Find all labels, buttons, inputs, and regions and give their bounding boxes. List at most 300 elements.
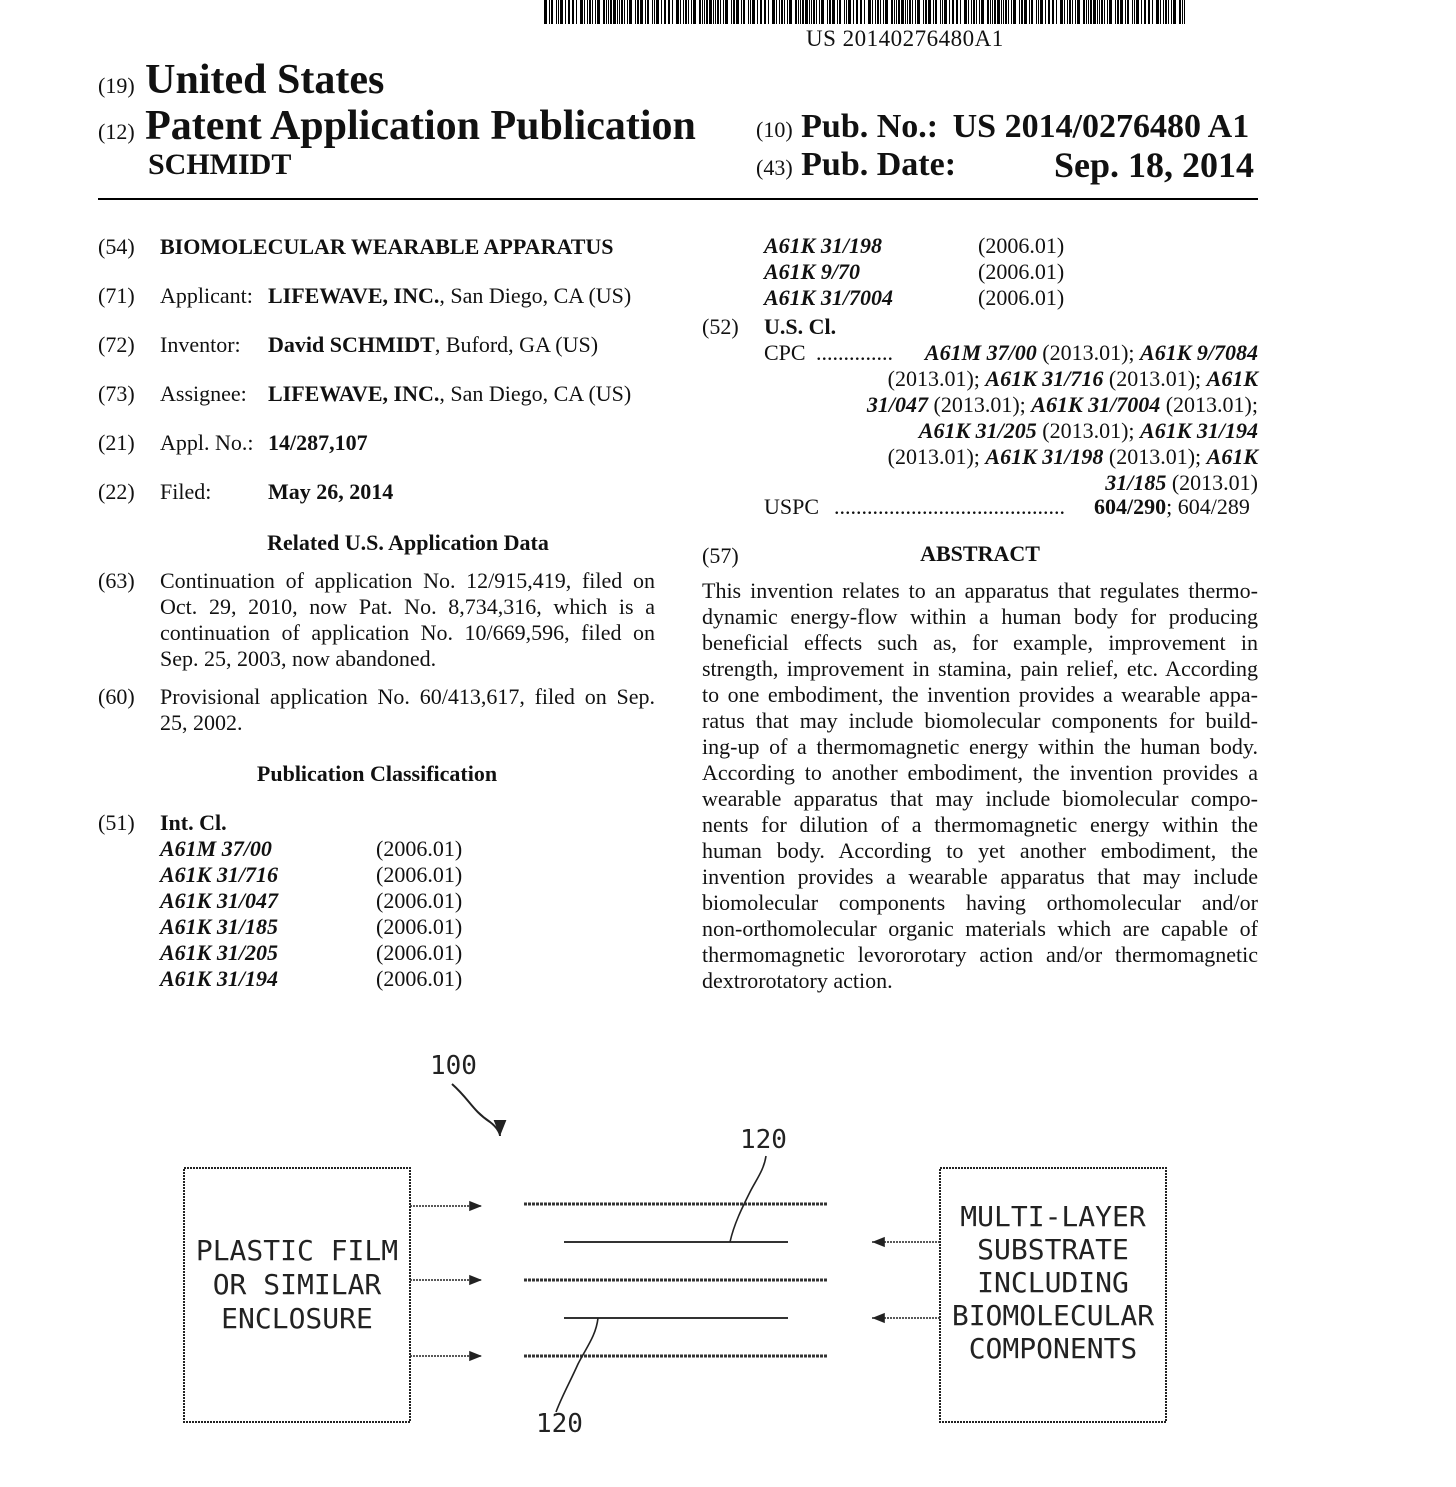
filed-value: May 26, 2014 bbox=[268, 479, 394, 504]
barcode-bar bbox=[556, 0, 557, 24]
barcode-bar bbox=[976, 0, 977, 24]
barcode-bar bbox=[891, 0, 893, 24]
filed-label: Filed: bbox=[160, 479, 212, 504]
cpc-symbol: A61K 9/7084 bbox=[1140, 340, 1258, 365]
cpc-version: (2013.01); bbox=[1036, 340, 1141, 365]
barcode-bar bbox=[1152, 0, 1153, 24]
barcode-bar bbox=[680, 0, 681, 24]
barcode-bar bbox=[944, 0, 947, 24]
classification-symbol: A61K 31/047 bbox=[160, 888, 278, 913]
barcode-bar bbox=[597, 0, 600, 24]
barcode-bar bbox=[1003, 0, 1004, 24]
cpc-version: (2013.01); bbox=[1036, 418, 1141, 443]
barcode-bar bbox=[764, 0, 766, 24]
continuation-line: continuation of application No. 10/669,596, filed on bbox=[160, 620, 655, 645]
barcode-bar bbox=[935, 0, 937, 24]
barcode-bar bbox=[923, 0, 924, 24]
country-code: (19) bbox=[98, 73, 135, 98]
publication-date bbox=[756, 146, 956, 184]
barcode-bar bbox=[685, 0, 687, 24]
cpc-symbol: 31/185 bbox=[1105, 470, 1167, 495]
barcode-bar bbox=[933, 0, 934, 24]
barcode-bar bbox=[613, 0, 616, 24]
barcode-bar bbox=[723, 0, 724, 24]
barcode-bar bbox=[846, 0, 847, 24]
barcode-bar bbox=[829, 0, 831, 24]
barcode-bar bbox=[905, 0, 906, 24]
type-code: (12) bbox=[98, 119, 135, 144]
abstract-line: non-orthomolecular organic materials which are capable of bbox=[702, 916, 1258, 941]
barcode-bar bbox=[973, 0, 975, 24]
barcode-bar bbox=[733, 0, 735, 24]
classification-version: (2006.01) bbox=[376, 836, 463, 861]
barcode-bar bbox=[580, 0, 583, 24]
applicant-label: Applicant: bbox=[160, 283, 253, 308]
barcode-bar bbox=[704, 0, 705, 24]
classification-version: (2006.01) bbox=[978, 233, 1065, 258]
barcode-bar bbox=[683, 0, 684, 24]
barcode-bar bbox=[661, 0, 662, 24]
barcode-bar bbox=[748, 0, 749, 24]
barcode-bar bbox=[572, 0, 574, 24]
barcode-bar bbox=[1031, 0, 1033, 24]
barcode-bar bbox=[928, 0, 931, 24]
abstract-line: invention provides a wearable apparatus that may include bbox=[702, 864, 1258, 889]
barcode-bar bbox=[1173, 0, 1176, 24]
barcode-bar bbox=[877, 0, 879, 24]
barcode-bar bbox=[994, 0, 996, 24]
barcode-bar bbox=[752, 0, 755, 24]
barcode-bar bbox=[743, 0, 745, 24]
reference-120-leader bbox=[556, 1318, 598, 1412]
barcode-bar bbox=[819, 0, 820, 24]
title-code: (54) bbox=[98, 234, 135, 259]
cpc-classifications bbox=[830, 340, 1258, 496]
assignee-label: Assignee: bbox=[160, 381, 247, 406]
barcode-bar bbox=[839, 0, 841, 24]
pub-no-code: (10) bbox=[756, 117, 793, 142]
continuation-line: Continuation of application No. 12/915,419, filed on bbox=[160, 568, 655, 593]
barcode-bar bbox=[1184, 0, 1185, 24]
cpc-dots: .............. bbox=[816, 340, 893, 365]
pub-date-value: Sep. 18, 2014 bbox=[1054, 145, 1255, 185]
barcode-bar bbox=[1127, 0, 1129, 24]
appl-no-code: (21) bbox=[98, 430, 135, 455]
cpc-symbol: A61K 31/7004 bbox=[1031, 392, 1161, 417]
barcode-bar bbox=[925, 0, 927, 24]
abstract-line: to one embodiment, the invention provides a wearable appa- bbox=[702, 682, 1258, 707]
barcode-bar bbox=[1008, 0, 1009, 24]
inventor-location: , Buford, GA (US) bbox=[434, 332, 599, 357]
barcode-bar bbox=[813, 0, 815, 24]
pub-no-label: Pub. No.: bbox=[801, 108, 939, 145]
barcode-bar bbox=[1179, 0, 1181, 24]
reference-120-leader bbox=[730, 1156, 766, 1242]
cpc-version: (2013.01); bbox=[887, 444, 986, 469]
barcode-bar bbox=[741, 0, 742, 24]
barcode-bar bbox=[637, 0, 639, 24]
figure-drawing bbox=[0, 1030, 1456, 1450]
cpc-symbol: A61K 31/198 bbox=[985, 444, 1104, 469]
barcode-bar bbox=[1083, 0, 1085, 24]
barcode-bar bbox=[736, 0, 739, 24]
barcode-bar bbox=[702, 0, 703, 24]
abstract-text bbox=[702, 578, 1258, 994]
abstract-heading: ABSTRACT bbox=[920, 541, 1040, 566]
classification-version: (2006.01) bbox=[376, 888, 463, 913]
substrate-box-label bbox=[952, 1200, 1154, 1365]
classification-version: (2006.01) bbox=[978, 285, 1065, 310]
barcode-bar bbox=[731, 0, 732, 24]
barcode-bar bbox=[1101, 0, 1103, 24]
barcode-bar bbox=[1097, 0, 1098, 24]
pub-no-value: US 2014/0276480 A1 bbox=[952, 108, 1250, 145]
barcode-bar bbox=[645, 0, 646, 24]
barcode-bar bbox=[610, 0, 612, 24]
barcode-bar bbox=[1005, 0, 1007, 24]
barcode-bar bbox=[1088, 0, 1089, 24]
barcode-bar bbox=[987, 0, 989, 24]
barcode-bar bbox=[619, 0, 620, 24]
box-label-line: INCLUDING bbox=[977, 1266, 1129, 1299]
cpc-label: CPC bbox=[764, 340, 806, 365]
barcode-bar bbox=[584, 0, 585, 24]
barcode-bar bbox=[1093, 0, 1096, 24]
int-cl-list bbox=[160, 836, 500, 996]
uspc-value bbox=[1094, 494, 1250, 520]
classification-symbol: A61M 37/00 bbox=[160, 836, 272, 861]
barcode-bar bbox=[720, 0, 721, 24]
barcode-bar bbox=[956, 0, 958, 24]
barcode-bar bbox=[635, 0, 636, 24]
box-label-line: COMPONENTS bbox=[968, 1332, 1138, 1365]
barcode-bar bbox=[1141, 0, 1142, 24]
cpc-version: (2013.01); bbox=[1103, 366, 1207, 391]
barcode-bar bbox=[1024, 0, 1027, 24]
barcode-bar bbox=[706, 0, 708, 24]
provisional-code: (60) bbox=[98, 684, 135, 709]
barcode-bar bbox=[837, 0, 838, 24]
barcode-bar bbox=[672, 0, 673, 24]
reference-numeral-120-top: 120 bbox=[740, 1125, 787, 1155]
barcode-bar bbox=[795, 0, 797, 24]
barcode-bar bbox=[664, 0, 666, 24]
cpc-version: (2013.01); bbox=[928, 392, 1032, 417]
barcode-bar bbox=[589, 0, 591, 24]
uspc-main: 604/290 bbox=[1094, 494, 1167, 519]
barcode bbox=[544, 0, 1258, 24]
barcode-bar bbox=[964, 0, 967, 24]
abstract-line: According to another embodiment, the invention provides a bbox=[702, 760, 1258, 785]
barcode-bar bbox=[558, 0, 559, 24]
classification-version: (2006.01) bbox=[376, 914, 463, 939]
document-type: Patent Application Publication bbox=[145, 103, 696, 149]
abstract-line: human body. According to yet another embodiment, the bbox=[702, 838, 1258, 863]
barcode-bar bbox=[1048, 0, 1050, 24]
barcode-bar bbox=[772, 0, 775, 24]
barcode-bar bbox=[1107, 0, 1108, 24]
box-label-line: SUBSTRATE bbox=[977, 1233, 1129, 1266]
barcode-bar bbox=[1165, 0, 1167, 24]
cpc-symbol: A61K 31/716 bbox=[985, 366, 1104, 391]
applicant-code: (71) bbox=[98, 283, 135, 308]
barcode-bar bbox=[1134, 0, 1135, 24]
barcode-bar bbox=[1156, 0, 1159, 24]
barcode-bar bbox=[800, 0, 801, 24]
barcode-bar bbox=[676, 0, 679, 24]
barcode-bar bbox=[587, 0, 588, 24]
barcode-bar bbox=[1040, 0, 1043, 24]
barcode-bar bbox=[1090, 0, 1092, 24]
barcode-bar bbox=[816, 0, 817, 24]
barcode-bar bbox=[915, 0, 916, 24]
barcode-bar bbox=[693, 0, 696, 24]
barcode-bar bbox=[757, 0, 758, 24]
barcode-bar bbox=[1168, 0, 1169, 24]
document-type-heading bbox=[98, 102, 696, 150]
assignee-name: LIFEWAVE, INC. bbox=[268, 381, 440, 406]
barcode-bar bbox=[883, 0, 884, 24]
barcode-bar bbox=[779, 0, 780, 24]
barcode-bar bbox=[1163, 0, 1164, 24]
barcode-bar bbox=[1067, 0, 1068, 24]
assignee-code: (73) bbox=[98, 381, 135, 406]
barcode-bar bbox=[894, 0, 895, 24]
barcode-bar bbox=[750, 0, 751, 24]
barcode-bar bbox=[885, 0, 888, 24]
barcode-bar bbox=[1029, 0, 1030, 24]
barcode-bar bbox=[1021, 0, 1023, 24]
barcode-bar bbox=[776, 0, 777, 24]
barcode-bar bbox=[568, 0, 570, 24]
barcode-bar bbox=[1060, 0, 1063, 24]
classification-symbol: A61K 31/716 bbox=[160, 862, 278, 887]
reference-100-leader bbox=[452, 1084, 500, 1136]
publication-number bbox=[756, 108, 1249, 146]
barcode-bar bbox=[621, 0, 623, 24]
abstract-line: This invention relates to an apparatus that regulates thermo- bbox=[702, 578, 1258, 603]
cpc-symbol: A61K 31/205 bbox=[918, 418, 1037, 443]
abstract-line: beneficial effects such as, for example, improvement in bbox=[702, 630, 1258, 655]
box-label-line: MULTI-LAYER bbox=[960, 1200, 1146, 1233]
barcode-bar bbox=[715, 0, 716, 24]
barcode-bar bbox=[981, 0, 984, 24]
classification-version: (2006.01) bbox=[376, 862, 463, 887]
pub-date-label: Pub. Date: bbox=[801, 146, 957, 183]
barcode-bar bbox=[654, 0, 655, 24]
barcode-bar bbox=[565, 0, 566, 24]
provisional-line: Provisional application No. 60/413,617, filed on Sep. bbox=[160, 684, 655, 709]
barcode-bar bbox=[971, 0, 972, 24]
classification-symbol: A61K 31/198 bbox=[764, 233, 882, 258]
barcode-bar bbox=[647, 0, 649, 24]
cpc-version: (2013.01); bbox=[1103, 444, 1207, 469]
barcode-bar bbox=[1052, 0, 1054, 24]
cpc-symbol: A61K 31/194 bbox=[1140, 418, 1258, 443]
barcode-bar bbox=[1069, 0, 1071, 24]
barcode-bar bbox=[725, 0, 728, 24]
barcode-bar bbox=[576, 0, 577, 24]
barcode-bar bbox=[1019, 0, 1020, 24]
barcode-bar bbox=[760, 0, 762, 24]
abstract-line: dynamic energy-flow within a human body for producing bbox=[702, 604, 1258, 629]
barcode-bar bbox=[544, 0, 547, 24]
appl-no-label: Appl. No.: bbox=[160, 430, 254, 455]
barcode-bar bbox=[798, 0, 799, 24]
barcode-bar bbox=[709, 0, 712, 24]
barcode-bar bbox=[1077, 0, 1080, 24]
continuation-text bbox=[160, 568, 655, 672]
cpc-symbol: A61K bbox=[1206, 366, 1258, 391]
barcode-bar bbox=[968, 0, 969, 24]
country-name: United States bbox=[145, 57, 385, 103]
barcode-bar bbox=[990, 0, 991, 24]
barcode-bar bbox=[901, 0, 904, 24]
inventor-code: (72) bbox=[98, 332, 135, 357]
barcode-bar bbox=[805, 0, 808, 24]
classification-symbol: A61K 31/7004 bbox=[764, 285, 893, 310]
barcode-bar bbox=[949, 0, 950, 24]
barcode-bar bbox=[860, 0, 862, 24]
box-label-line: BIOMOLECULAR bbox=[951, 1299, 1155, 1332]
abstract-line: nents for dilution of a thermomagnetic energy within the bbox=[702, 812, 1258, 837]
us-cl-code: (52) bbox=[702, 314, 739, 339]
abstract-line: strength, improvement in stamina, pain relief, etc. According bbox=[702, 656, 1258, 681]
appl-no-value: 14/287,107 bbox=[268, 430, 368, 455]
inventor-name: David SCHMIDT bbox=[268, 332, 435, 357]
country-heading bbox=[98, 56, 384, 104]
barcode-bar bbox=[1038, 0, 1039, 24]
barcode-bar bbox=[809, 0, 810, 24]
barcode-bar bbox=[1109, 0, 1112, 24]
barcode-bar bbox=[627, 0, 628, 24]
barcode-bar bbox=[656, 0, 659, 24]
provisional-line: 25, 2002. bbox=[160, 710, 243, 735]
barcode-bar bbox=[992, 0, 993, 24]
enclosure-box-label bbox=[196, 1234, 398, 1335]
barcode-bar bbox=[1125, 0, 1126, 24]
barcode-bar bbox=[668, 0, 670, 24]
uspc-label: USPC bbox=[764, 494, 820, 519]
barcode-bar bbox=[912, 0, 913, 24]
barcode-bar bbox=[864, 0, 865, 24]
barcode-bar bbox=[1036, 0, 1037, 24]
barcode-bar bbox=[629, 0, 632, 24]
provisional-text bbox=[160, 684, 655, 736]
abstract-line: ratus that may include biomolecular components for build- bbox=[702, 708, 1258, 733]
barcode-bar bbox=[608, 0, 609, 24]
classification-symbol: A61K 31/194 bbox=[160, 966, 278, 991]
barcode-bar bbox=[1099, 0, 1100, 24]
barcode-bar bbox=[821, 0, 824, 24]
barcode-bar bbox=[917, 0, 920, 24]
applicant-value bbox=[268, 283, 631, 309]
cpc-version: (2013.01); bbox=[1160, 392, 1258, 417]
classification-version: (2006.01) bbox=[376, 966, 463, 991]
inventor-value bbox=[268, 332, 598, 358]
barcode-bar bbox=[1160, 0, 1161, 24]
reference-numeral-100: 100 bbox=[430, 1051, 477, 1081]
barcode-bar bbox=[979, 0, 980, 24]
barcode-bar bbox=[717, 0, 719, 24]
related-data-heading: Related U.S. Application Data bbox=[267, 530, 549, 555]
abstract-code: (57) bbox=[702, 543, 739, 568]
abstract-line: thermomagnetic levororotary action and/or thermomagnetic bbox=[702, 942, 1258, 967]
barcode-bar bbox=[1171, 0, 1172, 24]
barcode-bar bbox=[1117, 0, 1119, 24]
barcode-bar bbox=[952, 0, 954, 24]
barcode-bar bbox=[1148, 0, 1150, 24]
classification-heading: Publication Classification bbox=[256, 761, 498, 786]
cpc-version: (2013.01); bbox=[887, 366, 986, 391]
barcode-bar bbox=[592, 0, 593, 24]
box-label-line: OR SIMILAR bbox=[212, 1268, 382, 1301]
reference-numeral-120-bottom: 120 bbox=[536, 1409, 583, 1439]
barcode-bar bbox=[1086, 0, 1087, 24]
barcode-bar bbox=[551, 0, 553, 24]
barcode-bar bbox=[844, 0, 845, 24]
header-divider bbox=[98, 198, 1258, 200]
barcode-bar bbox=[713, 0, 714, 24]
barcode-bar bbox=[688, 0, 689, 24]
classification-version: (2006.01) bbox=[376, 940, 463, 965]
cpc-line bbox=[830, 392, 1258, 418]
barcode-bar bbox=[827, 0, 828, 24]
barcode-bar bbox=[811, 0, 812, 24]
abstract-line: dextrorotatory action. bbox=[702, 968, 893, 993]
uspc-rest: ; 604/289 bbox=[1166, 494, 1250, 519]
barcode-bar bbox=[768, 0, 769, 24]
cpc-line bbox=[830, 340, 1258, 366]
barcode-bar bbox=[1104, 0, 1105, 24]
barcode-bar bbox=[896, 0, 897, 24]
barcode-bar bbox=[1115, 0, 1116, 24]
cpc-symbol: A61K bbox=[1206, 444, 1258, 469]
barcode-bar bbox=[1056, 0, 1057, 24]
barcode-bar bbox=[1075, 0, 1076, 24]
barcode-number: US 20140276480A1 bbox=[806, 26, 1004, 51]
cpc-version: (2013.01) bbox=[1166, 470, 1258, 495]
barcode-bar bbox=[856, 0, 858, 24]
barcode-bar bbox=[1132, 0, 1133, 24]
barcode-bar bbox=[942, 0, 943, 24]
barcode-bar bbox=[898, 0, 900, 24]
continuation-line: Sep. 25, 2003, now abandoned. bbox=[160, 646, 437, 671]
barcode-bar bbox=[853, 0, 854, 24]
barcode-bar bbox=[606, 0, 607, 24]
abstract-line: wearable apparatus that may include biomolecular compo- bbox=[702, 786, 1258, 811]
barcode-bar bbox=[691, 0, 692, 24]
applicant-location: , San Diego, CA (US) bbox=[439, 283, 632, 308]
barcode-bar bbox=[1001, 0, 1002, 24]
barcode-bar bbox=[848, 0, 851, 24]
assignee-value bbox=[268, 381, 631, 407]
barcode-bar bbox=[1120, 0, 1123, 24]
barcode-bar bbox=[880, 0, 881, 24]
barcode-bar bbox=[617, 0, 618, 24]
classification-symbol: A61K 31/205 bbox=[160, 940, 278, 965]
cpc-symbol: A61M 37/00 bbox=[924, 340, 1037, 365]
barcode-bar bbox=[997, 0, 1000, 24]
classification-symbol: A61K 9/70 bbox=[764, 259, 860, 284]
pub-date-code: (43) bbox=[756, 155, 793, 180]
abstract-line: biomolecular components having orthomolecular and/or bbox=[702, 890, 1258, 915]
barcode-bar bbox=[549, 0, 550, 24]
barcode-bar bbox=[640, 0, 643, 24]
cpc-line bbox=[830, 444, 1258, 470]
int-cl-code: (51) bbox=[98, 810, 135, 835]
filed-code: (22) bbox=[98, 479, 135, 504]
